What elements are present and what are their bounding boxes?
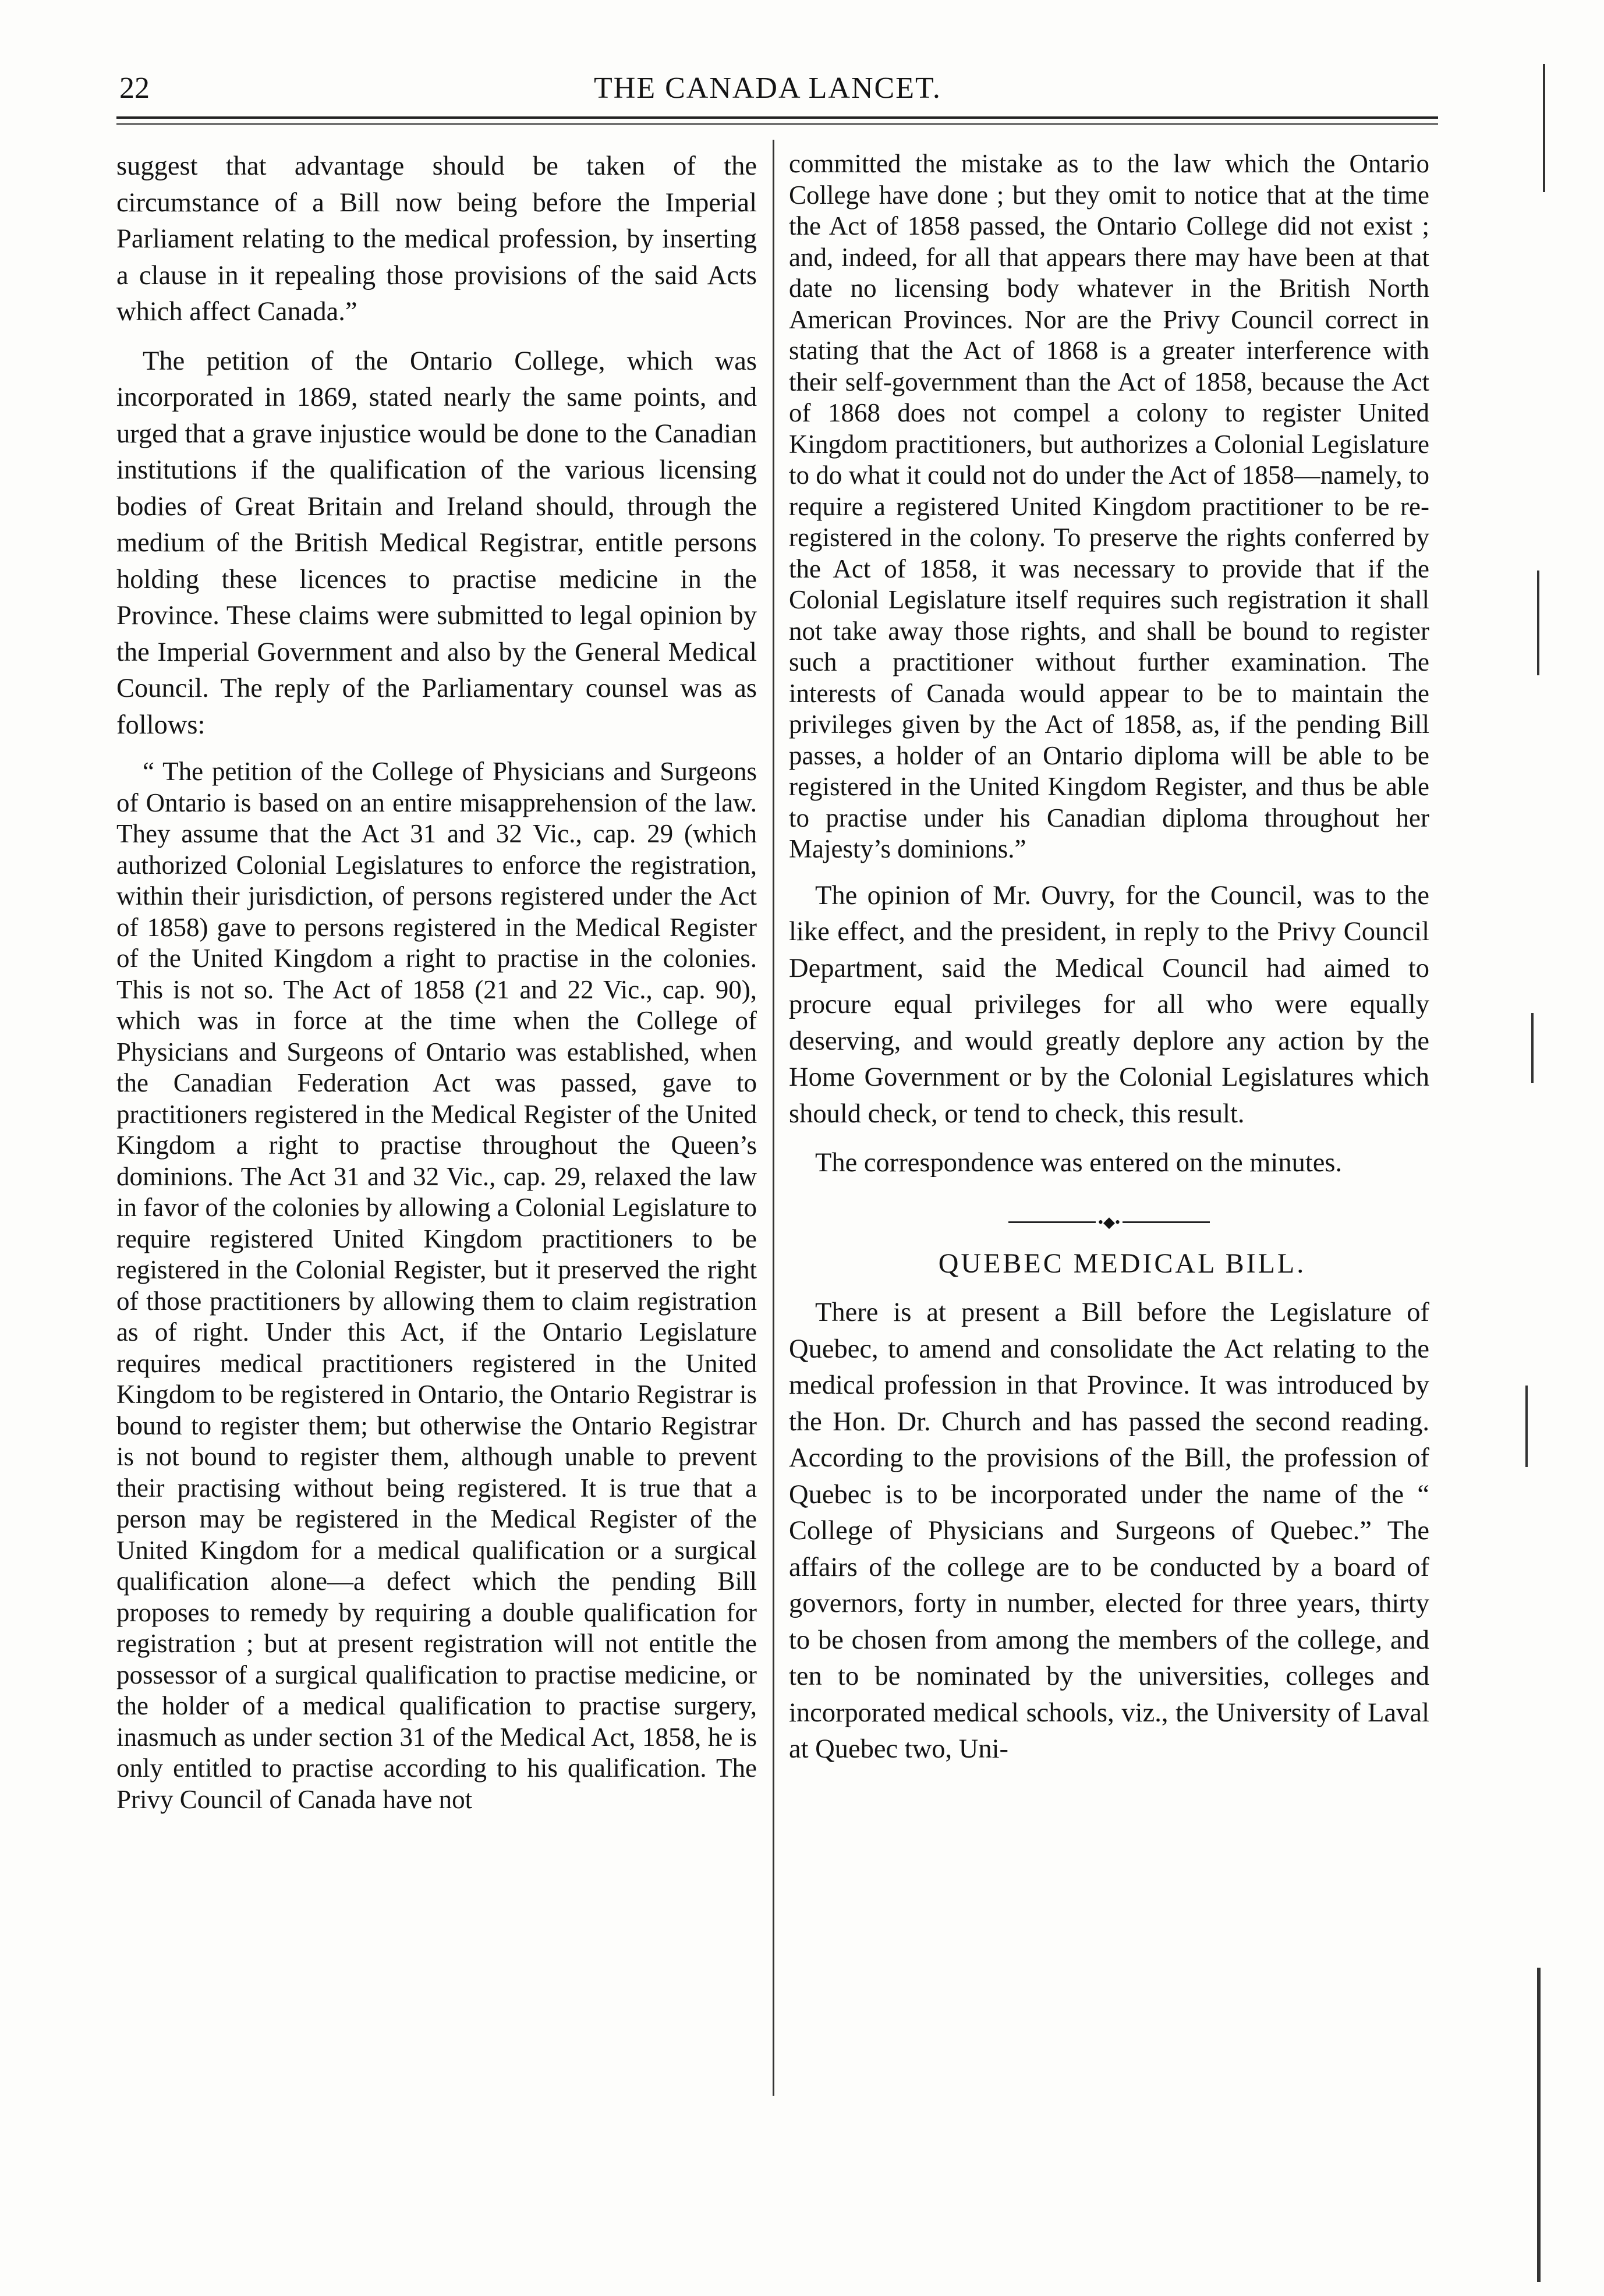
quoted-reply: “ The petition of the College of Physicians and Surgeons of Ontario is based on an entire misapprehension of the law. They assume that the Act 31 and 32 Vic., cap. 29 (which authorized Colonial Legislatures to enforce the registration, within their jurisdiction, of persons registered under the Act of 1858) gave to persons registered in the Medical Register of the United Kingdom a right to practise in the colonies. This is not so. The Act of 1858 (21 and 22 Vic., cap. 90), which was in force at the time when the College of Physicians and Surgeons of Ontario was established, when the Canadian Federation Act was passed, gave to practitioners registered in the Medical Register of the United Kingdom a right to practise throughout the Queen’s dominions. The Act 31 and 32 Vic., cap. 29, relaxed the law in favor of the colonies by allowing a Colonial Legislature to require registered United Kingdom practitioners to be registered in the Colonial Register, but it preserved the right of those practitioners by allowing them to claim registration as of right. Under this Act, if the Ontario Legislature requires medical practitioners registered in the United Kingdom to be registered in Ontario, the Ontario Registrar is bound to register them; but otherwise the Ontario Registrar is not bound to register them, although unable to prevent their practising without being registered. It is true that a person may be registered in the Medical Register of the United Kingdom for a medical qualification or a surgical qualification alone—a defect which the pending Bill proposes to remedy by requiring a double qualification for registration ; but at present registration will not entitle the possessor of a surgical qualification to practise medicine, or the holder of a medical qualification to practise surgery, inasmuch as under section 31 of the Medical Act, 1858, he is only entitled to practise according to his qualification. The Privy Council of Canada have not: [116, 757, 757, 1814]
paragraph: The opinion of Mr. Ouvry, for the Council, was to the like effect, and the president, in reply to the Privy Council Department, said the Medical Council had aimed to procure equal privileges for all who were equally deserving, and would greatly deplore any action by the Home Government or by the Colonial Legislatures which should check, or tend to check, this result.: [789, 880, 1429, 1129]
left-column: [116, 148, 757, 1828]
page-edge-mark: [1531, 1013, 1534, 1083]
section-heading: QUEBEC MEDICAL BILL.: [938, 1248, 1306, 1279]
divider-line: [1123, 1221, 1210, 1223]
header-rule-thin: [116, 123, 1438, 125]
page-edge-mark: [1537, 571, 1539, 675]
header-rule: [116, 116, 1438, 119]
paragraph: suggest that advantage should be taken of the circumstance of a Bill now being before the Imperial Parliament relating to the medical profession, by inserting a clause in it repealing those provisions of the said Acts which affect Canada.”: [116, 151, 757, 327]
right-column: [789, 148, 1429, 1781]
page-edge-mark: [1525, 1386, 1528, 1467]
running-head: THE CANADA LANCET.: [594, 72, 941, 105]
paragraph: There is at present a Bill before the Legislature of Quebec, to amend and consolidate the Act relating to the medical profession in that Province. It was introduced by the Hon. Dr. Church and has passed the second reading. According to the provisions of the Bill, the profession of Quebec is to be incorporated under the name of the “ College of Physicians and Surgeons of Quebec.” The affairs of the college are to be conducted by a board of governors, forty in number, elected for three years, thirty to be chosen from among the members of the college, and ten to be nominated by the universities, colleges and incorporated medical schools, viz., the University of Laval at Quebec two, Uni-: [789, 1298, 1429, 1764]
page-number: 22: [119, 72, 150, 105]
divider-ornament: •◆•: [1097, 1213, 1121, 1231]
column-divider: [773, 140, 774, 2096]
quoted-reply-continued: committed the mistake as to the law which the Ontario College have done ; but they omit to notice that at the time the Act of 1858 passed, the Ontario College did not exist ; and, indeed, for all that appears there may have been at that date no licensing body whatever in the British North American Provinces. Nor are the Privy Council correct in stating that the Act of 1868 is a greater interference with their self-government than the Act of 1858, because the Act of 1868 does not compel a colony to register United Kingdom practitioners, but authorizes a Colonial Legislature to do what it could not do under the Act of 1858—namely, to require a registered United Kingdom practitioner to be re-registered in the colony. To preserve the rights conferred by the Act of 1858, it was necessary to provide that if the Colonial Legislature itself requires such registration it shall not take away those rights, and shall be bound to register such a practitioner without further examination. The interests of Canada would appear to be to maintain the privileges given by the Act of 1858, as, if the pending Bill passes, a holder of an Ontario diploma will be able to be registered in the United Kingdom Register, and thus be able to practise under his Canadian diploma throughout her Majesty’s dominions.”: [789, 149, 1429, 863]
page-edge-mark: [1543, 64, 1545, 192]
page-edge-mark: [1537, 1968, 1541, 2282]
paragraph: The correspondence was entered on the minutes.: [815, 1148, 1343, 1178]
divider-line: [1008, 1221, 1096, 1223]
paragraph: The petition of the Ontario College, which was incorporated in 1869, stated nearly the same points, and urged that a grave injustice would be done to the Canadian institutions if the qualification of the various licensing bodies of Great Britain and Ireland should, through the medium of the British Medical Registrar, entitle persons holding these licences to practise medicine in the Province. These claims were submitted to legal opinion by the Imperial Government and also by the General Medical Council. The reply of the Parliamentary counsel was as follows:: [116, 346, 757, 740]
section-divider: [789, 1213, 1429, 1231]
